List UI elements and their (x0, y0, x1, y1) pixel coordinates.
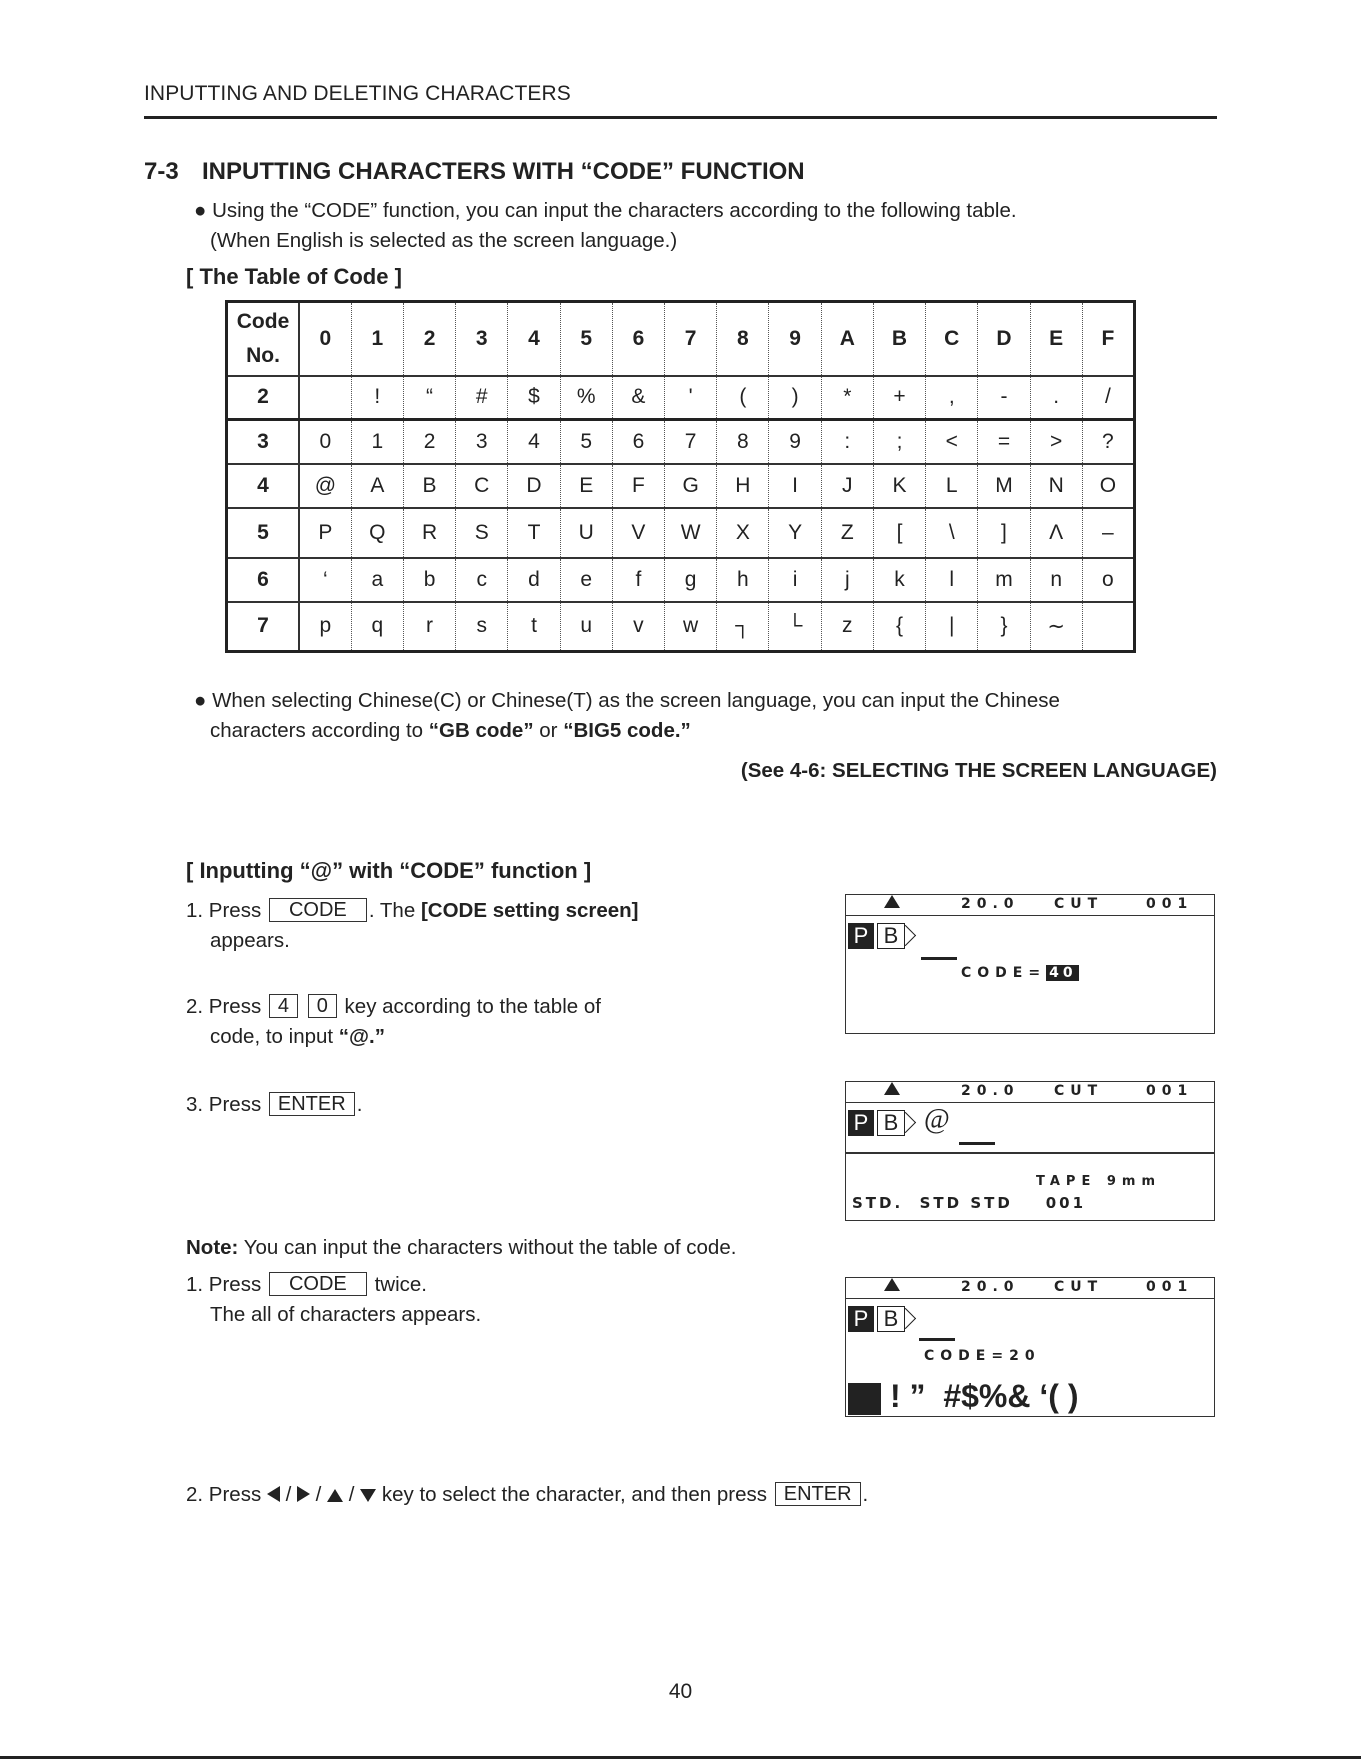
p-indicator: P (848, 1306, 874, 1332)
code-cell: └ (769, 602, 821, 652)
column-header: 4 (508, 302, 560, 376)
code-cell: D (508, 464, 560, 508)
code-cell: ; (873, 420, 925, 464)
column-header: C (926, 302, 978, 376)
code-cell: V (612, 508, 664, 558)
code-cell: – (1082, 508, 1134, 558)
table-title: [ The Table of Code ] (186, 264, 402, 289)
key-4: 4 (269, 994, 298, 1018)
code-cell: Λ (1030, 508, 1082, 558)
lcd-count: 001 (1146, 1279, 1194, 1295)
code-cell: c (456, 558, 508, 602)
code-cell: l (926, 558, 978, 602)
column-header: 3 (456, 302, 508, 376)
lcd-mode: CUT (1054, 1083, 1104, 1099)
code-cell: 8 (717, 420, 769, 464)
code-table-row (227, 376, 1135, 420)
chinese-note: ● When selecting Chinese(C) or Chinese(T) as the screen language, you can input the Chinese characters according to “GB code” or “BIG5 code.” (194, 689, 1060, 742)
enter-key-2: ENTER (775, 1482, 861, 1506)
code-cell: 5 (560, 420, 612, 464)
sep: / (279, 1483, 297, 1506)
code-cell: Q (351, 508, 403, 558)
lcd-tape-size: TAPE 9mm (1036, 1174, 1161, 1189)
step-1-appears: appears. (210, 929, 290, 952)
step-1 (186, 896, 639, 956)
code-cell: L (926, 464, 978, 508)
step-2 (186, 992, 601, 1052)
column-header: 7 (665, 302, 717, 376)
note-step-1 (186, 1270, 481, 1330)
b-indicator: B (877, 923, 905, 949)
code-no-label: No. (246, 343, 280, 367)
lcd-mode: CUT (1054, 896, 1104, 912)
code-cell: q (351, 602, 403, 652)
input-at-char: @ (924, 1104, 950, 1135)
lcd-code-entry: CODE=20 (924, 1348, 1041, 1364)
page-number: 40 (668, 1680, 693, 1703)
code-cell: J (821, 464, 873, 508)
row-header: 4 (227, 464, 300, 508)
code-cell: o (1082, 558, 1134, 602)
code-cell: 7 (665, 420, 717, 464)
key-0: 0 (308, 994, 337, 1018)
see-reference: (See 4-6: SELECTING THE SCREEN LANGUAGE) (740, 759, 1217, 782)
code-table-header-row (227, 302, 1135, 376)
code-cell: h (717, 558, 769, 602)
code-cell: , (926, 376, 978, 420)
step-2-text: 2. Press (186, 995, 267, 1018)
lcd-mode: CUT (1054, 1279, 1104, 1295)
gb-code: “GB code” (428, 719, 534, 742)
row-header: 3 (227, 420, 300, 464)
step-3-end: . (356, 1093, 363, 1116)
intro-line-1: Using the “CODE” function, you can input the characters according to the following table. (212, 199, 1017, 222)
code-cell: = (978, 420, 1030, 464)
code-cell: - (978, 376, 1030, 420)
lcd-code-entry (961, 965, 1079, 981)
code-cell: ) (769, 376, 821, 420)
column-header: 9 (769, 302, 821, 376)
code-cell: E (560, 464, 612, 508)
bottom-rule (0, 1756, 1361, 1759)
code-cell: ( (717, 376, 769, 420)
code-cell: K (873, 464, 925, 508)
code-cell (299, 376, 351, 420)
code-cell: u (560, 602, 612, 652)
code-cell: < (926, 420, 978, 464)
code-cell: ? (1082, 420, 1134, 464)
lcd-screen-after-enter (845, 1081, 1215, 1221)
note-label: Note: (186, 1236, 239, 1259)
enter-key: ENTER (269, 1092, 355, 1116)
up-triangle-icon (884, 1278, 900, 1291)
code-table (225, 300, 1136, 653)
lcd-status-bar (846, 895, 1214, 916)
lcd-length: 20.0 (961, 1083, 1020, 1099)
code-cell: ‘ (299, 558, 351, 602)
code-cell: > (1030, 420, 1082, 464)
code-cell: N (1030, 464, 1082, 508)
chinese-note-line-1: When selecting Chinese(C) or Chinese(T) as the screen language, you can input the Chinese (212, 689, 1060, 712)
lcd-status-bar (846, 1278, 1214, 1299)
right-arrow-icon (297, 1486, 310, 1502)
at-symbol-label: “@.” (338, 1025, 385, 1048)
code-cell: t (508, 602, 560, 652)
lcd-pb-indicator (848, 1306, 905, 1332)
lcd-divider (846, 1152, 1214, 1154)
code-cell: f (612, 558, 664, 602)
code-cell: j (821, 558, 873, 602)
lcd-count: 001 (1146, 1083, 1194, 1099)
code-cell: X (717, 508, 769, 558)
header-rule (144, 116, 1217, 119)
big5-code: “BIG5 code.” (563, 719, 691, 742)
sep: / (309, 1483, 328, 1506)
code-cell: ' (665, 376, 717, 420)
column-header: F (1082, 302, 1134, 376)
code-no-header (227, 302, 300, 376)
lcd-length: 20.0 (961, 1279, 1020, 1295)
section-title-text: INPUTTING CHARACTERS WITH “CODE” FUNCTION (202, 158, 805, 185)
column-header: D (978, 302, 1030, 376)
row-header: 2 (227, 376, 300, 420)
code-cell: F (612, 464, 664, 508)
step-1-text-b: . The (368, 899, 421, 922)
text-cursor (919, 1338, 955, 1341)
section-title (144, 158, 805, 186)
lcd-status-bar (846, 1082, 1214, 1103)
code-cell: i (769, 558, 821, 602)
b-indicator: B (877, 1110, 905, 1136)
code-cell: p (299, 602, 351, 652)
code-no-label: Code (236, 309, 290, 333)
text-cursor (959, 1142, 995, 1145)
code-cell: A (351, 464, 403, 508)
code-cell: z (821, 602, 873, 652)
code-cell: m (978, 558, 1030, 602)
code-cell: w (665, 602, 717, 652)
code-table-row (227, 602, 1135, 652)
code-cell: U (560, 508, 612, 558)
code-cell: O (1082, 464, 1134, 508)
sep: / (343, 1483, 361, 1506)
down-arrow-icon (360, 1489, 376, 1502)
code-cell: 9 (769, 420, 821, 464)
code-cell: & (612, 376, 664, 420)
step-3 (186, 1090, 362, 1120)
code-table-row (227, 464, 1135, 508)
code-cell: / (1082, 376, 1134, 420)
code-cell: @ (299, 464, 351, 508)
code-cell: * (821, 376, 873, 420)
up-triangle-icon (884, 895, 900, 908)
code-table-row (227, 558, 1135, 602)
code-cell: d (508, 558, 560, 602)
code-table-row (227, 508, 1135, 558)
selection-block (848, 1383, 881, 1415)
code-cell: ] (978, 508, 1030, 558)
code-cell: s (456, 602, 508, 652)
row-header: 7 (227, 602, 300, 652)
code-cell: a (351, 558, 403, 602)
code-table-row (227, 420, 1135, 464)
code-cell: % (560, 376, 612, 420)
code-cell: | (926, 602, 978, 652)
b-indicator: B (877, 1306, 905, 1332)
code-cell: “ (403, 376, 455, 420)
code-cell: \ (926, 508, 978, 558)
lcd-count: 001 (1146, 896, 1194, 912)
code-cell: 2 (403, 420, 455, 464)
column-header: 2 (403, 302, 455, 376)
code-key: CODE (269, 898, 367, 922)
code-cell (1082, 602, 1134, 652)
row-header: 6 (227, 558, 300, 602)
code-label: CODE= (961, 965, 1047, 981)
code-cell: R (403, 508, 455, 558)
chinese-note-or: or (533, 719, 564, 742)
lcd-pb-indicator (848, 1110, 905, 1136)
code-cell: e (560, 558, 612, 602)
code-cell: H (717, 464, 769, 508)
subsection-title: [ Inputting “@” with “CODE” function ] (186, 858, 592, 883)
code-cell: [ (873, 508, 925, 558)
note-text: You can input the characters without the table of code. (238, 1236, 737, 1259)
note-step-1-text: 1. Press (186, 1273, 267, 1296)
lcd-screen-code-setting (845, 894, 1215, 1034)
code-cell: ! (351, 376, 403, 420)
lcd-pb-indicator (848, 923, 905, 949)
code-cell: $ (508, 376, 560, 420)
note (186, 1233, 736, 1263)
section-number: 7-3 (144, 158, 179, 185)
column-header: 1 (351, 302, 403, 376)
code-cell: I (769, 464, 821, 508)
left-arrow-icon (267, 1486, 280, 1502)
step-3-text: 3. Press (186, 1093, 267, 1116)
lcd-character-list: ! ” #$%& ‘( ) (890, 1378, 1079, 1414)
code-key-2: CODE (269, 1272, 367, 1296)
column-header: A (821, 302, 873, 376)
lcd-status-line: STD. STD STD 001 (852, 1194, 1087, 1212)
note-step-1-twice: twice. (368, 1273, 427, 1296)
code-cell: G (665, 464, 717, 508)
step-2-text-c: code, to input (210, 1025, 339, 1048)
intro-paragraph: ● Using the “CODE” function, you can input the characters according to the following table. (When English is selected as the screen language.) (194, 196, 1017, 256)
code-value: 40 (1046, 965, 1078, 981)
code-cell: S (456, 508, 508, 558)
code-cell: 1 (351, 420, 403, 464)
code-cell: 0 (299, 420, 351, 464)
code-cell: # (456, 376, 508, 420)
code-cell: + (873, 376, 925, 420)
chinese-note-text: characters according to (210, 719, 429, 742)
note-step-2-end: . (862, 1483, 869, 1506)
lcd-screen-all-characters (845, 1277, 1215, 1417)
text-cursor (921, 957, 957, 960)
column-header: 5 (560, 302, 612, 376)
column-header: B (873, 302, 925, 376)
code-cell: n (1030, 558, 1082, 602)
code-cell: k (873, 558, 925, 602)
lcd-length: 20.0 (961, 896, 1020, 912)
code-cell: 3 (456, 420, 508, 464)
running-header: INPUTTING AND DELETING CHARACTERS (144, 82, 571, 105)
p-indicator: P (848, 1110, 874, 1136)
column-header: 8 (717, 302, 769, 376)
code-cell: } (978, 602, 1030, 652)
code-cell: ∼ (1030, 602, 1082, 652)
code-cell: 6 (612, 420, 664, 464)
column-header: 0 (319, 326, 332, 350)
note-step-1-appears: The all of characters appears. (210, 1303, 482, 1326)
code-cell: b (403, 558, 455, 602)
p-indicator: P (848, 923, 874, 949)
intro-line-2: (When English is selected as the screen language.) (210, 229, 678, 252)
code-cell: C (456, 464, 508, 508)
code-cell: W (665, 508, 717, 558)
note-step-2-text-b: key to select the character, and then press (376, 1483, 773, 1506)
step-1-text: 1. Press (186, 899, 267, 922)
code-cell: : (821, 420, 873, 464)
note-step-2-text: 2. Press (186, 1483, 267, 1506)
code-cell: Z (821, 508, 873, 558)
column-header: 6 (612, 302, 664, 376)
code-cell: ┐ (717, 602, 769, 652)
code-cell: M (978, 464, 1030, 508)
code-cell: r (403, 602, 455, 652)
code-cell: T (508, 508, 560, 558)
step-2-text-b: key according to the table of (338, 995, 601, 1018)
code-cell: . (1030, 376, 1082, 420)
up-triangle-icon (884, 1082, 900, 1095)
code-cell: v (612, 602, 664, 652)
code-cell: Y (769, 508, 821, 558)
row-header: 5 (227, 508, 300, 558)
column-header: E (1030, 302, 1082, 376)
code-cell: { (873, 602, 925, 652)
code-cell: 4 (508, 420, 560, 464)
up-arrow-icon (327, 1489, 343, 1502)
note-step-2 (186, 1480, 868, 1510)
code-cell: g (665, 558, 717, 602)
code-setting-screen: [CODE setting screen] (420, 899, 639, 922)
code-cell: B (403, 464, 455, 508)
code-cell: P (299, 508, 351, 558)
